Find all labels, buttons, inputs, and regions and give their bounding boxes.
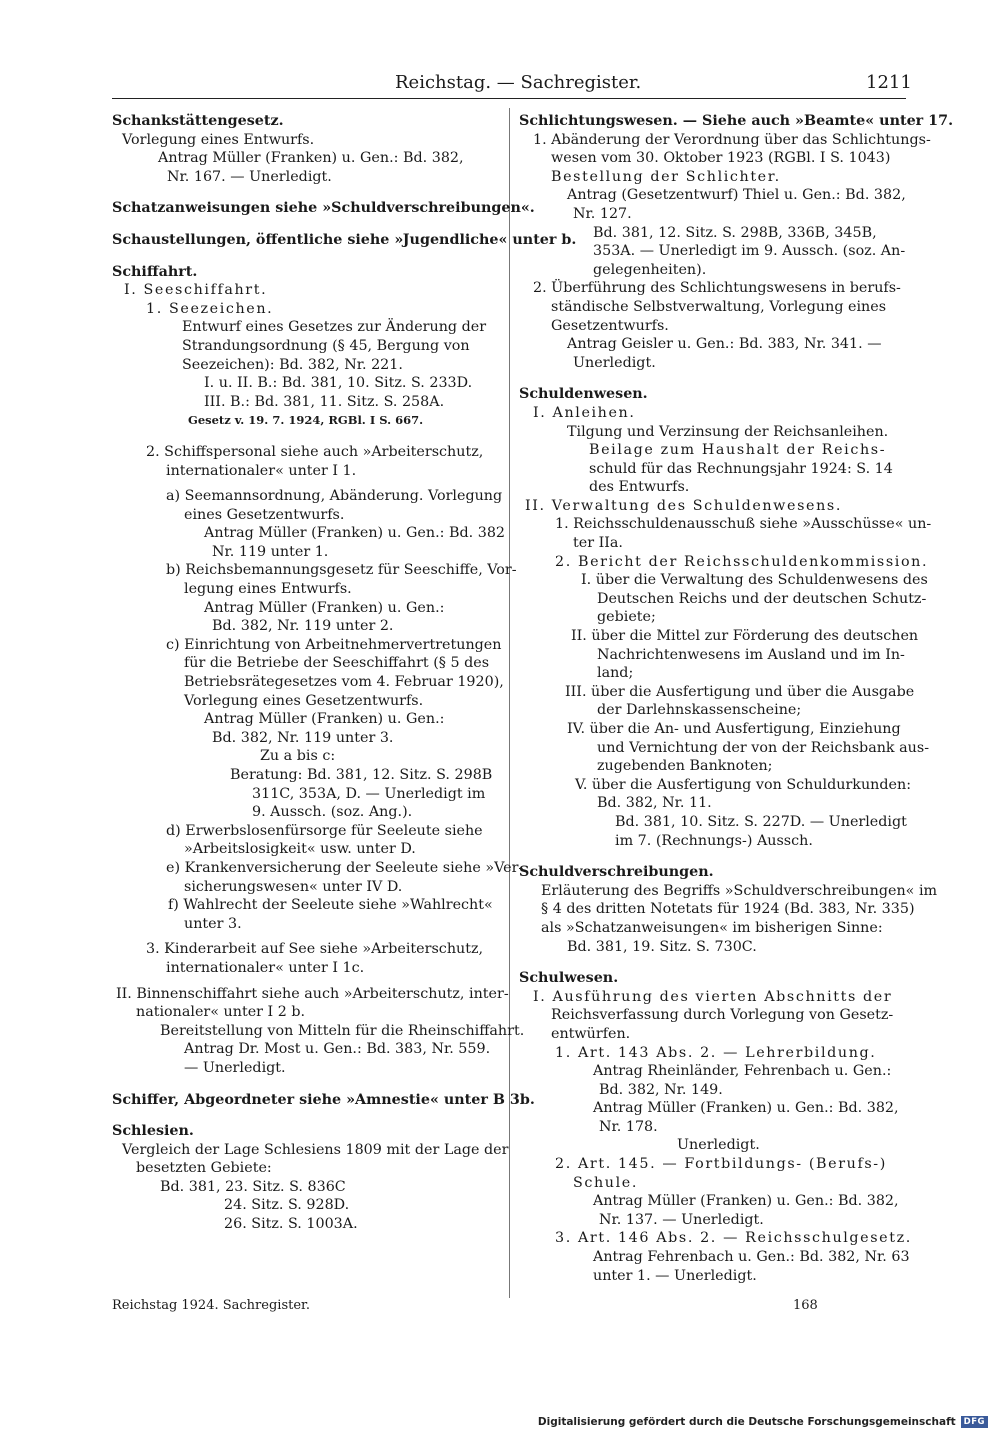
spacer <box>112 218 502 231</box>
index-line: Seezeichen): Bd. 382, Nr. 221. <box>182 356 403 373</box>
index-line: II. Binnenschiffahrt siehe auch »Arbeiterschutz, inter- <box>116 985 509 1002</box>
index-line: im 7. (Rechnungs-) Aussch. <box>615 832 813 849</box>
index-line: und Vernichtung der von der Reichsbank aus- <box>597 739 930 756</box>
index-line: 2. Bericht der Reichsschuldenkommission. <box>555 553 929 570</box>
index-line: Gesetzentwurfs. <box>551 317 669 334</box>
spacer <box>112 978 502 985</box>
index-line: Betriebsrätegesetzes vom 4. Februar 1920), <box>184 674 504 691</box>
index-line: des Entwurfs. <box>589 479 690 496</box>
index-line: ständische Selbstverwaltung, Vorlegung eines <box>551 298 887 315</box>
index-line: land; <box>597 665 634 682</box>
index-line: Reichsverfassung durch Vorlegung von Gesetz- <box>551 1007 894 1024</box>
index-line: als »Schatzanweisungen« im bisherigen Sinne: <box>541 919 883 936</box>
index-line: II. Verwaltung des Schuldenwesens. <box>525 497 842 514</box>
index-heading: Schiffahrt. <box>112 263 198 280</box>
index-line: 9. Aussch. (soz. Ang.). <box>252 804 413 821</box>
index-line: a) Seemannsordnung, Abänderung. Vorlegung <box>166 488 503 505</box>
spacer <box>519 850 909 863</box>
index-line: 24. Sitz. S. 928D. <box>224 1197 350 1214</box>
index-line: »Arbeitslosigkeit« usw. unter D. <box>184 841 416 858</box>
index-heading: Schulwesen. <box>519 970 619 987</box>
index-line: f) Wahlrecht der Seeleute siehe »Wahlrecht« <box>168 897 493 914</box>
index-line: Bereitstellung von Mitteln für die Rheinschiffahrt. <box>160 1022 525 1039</box>
index-line: Zu a bis c: <box>260 748 336 765</box>
index-line: legung eines Entwurfs. <box>184 581 352 598</box>
index-line: 353A. — Unerledigt im 9. Aussch. (soz. An- <box>593 243 906 260</box>
spacer <box>519 372 909 385</box>
index-line: Erläuterung des Begriffs »Schuldverschreibungen« im <box>541 882 938 899</box>
index-line: besetzten Gebiete: <box>136 1160 272 1177</box>
index-line: I. Seeschiffahrt. <box>124 282 268 299</box>
index-line: 3. Kinderarbeit auf See siehe »Arbeiterschutz, <box>146 941 484 958</box>
index-line: Antrag Dr. Most u. Gen.: Bd. 383, Nr. 559. <box>184 1041 491 1058</box>
index-line: der Darlehnskassenscheine; <box>597 702 802 719</box>
index-line: 3. Art. 146 Abs. 2. — Reichsschulgesetz. <box>555 1230 912 1247</box>
index-line: 2. Art. 145. — Fortbildungs- (Berufs-) <box>555 1156 887 1173</box>
index-line: gebiete; <box>597 609 656 626</box>
index-line: schuld für das Rechnungsjahr 1924: S. 14 <box>589 460 893 477</box>
column-divider <box>509 108 510 1298</box>
index-line: Nr. 178. <box>599 1118 658 1135</box>
index-heading: Schiffer, Abgeordneter siehe »Amnestie« unter B 3b. <box>112 1091 535 1108</box>
index-line: 1. Abänderung der Verordnung über das Schlichtungs- <box>533 131 931 148</box>
index-line: Antrag Müller (Franken) u. Gen.: Bd. 382, <box>593 1193 899 1210</box>
index-heading: Schlesien. <box>112 1123 194 1140</box>
index-line: Nr. 137. — Unerledigt. <box>599 1211 764 1228</box>
index-line: Bd. 382, Nr. 119 unter 2. <box>212 618 394 635</box>
index-line: zugebenden Banknoten; <box>597 758 773 775</box>
index-line: Schule. <box>573 1174 638 1191</box>
index-line: Antrag Rheinländer, Fehrenbach u. Gen.: <box>593 1063 892 1080</box>
index-line: I. Ausführung des vierten Abschnitts der <box>533 988 893 1005</box>
index-line: Antrag Müller (Franken) u. Gen.: Bd. 382, <box>593 1100 899 1117</box>
index-line: Bd. 381, 12. Sitz. S. 298B, 336B, 345B, <box>593 224 877 241</box>
index-heading: Schaustellungen, öffentliche siehe »Jugendliche« unter b. <box>112 231 577 248</box>
index-line: unter 3. <box>184 915 242 932</box>
spacer <box>519 956 909 969</box>
index-line: nationaler« unter I 2 b. <box>136 1004 306 1021</box>
index-line: Vorlegung eines Entwurfs. <box>122 131 315 148</box>
index-line: V. über die Ausfertigung von Schuldurkunden: <box>575 776 912 793</box>
index-line: Bd. 382, Nr. 11. <box>597 795 712 812</box>
index-line: entwürfen. <box>551 1025 631 1042</box>
page-number: 1211 <box>866 72 912 93</box>
index-line: Nr. 167. — Unerledigt. <box>167 168 332 185</box>
index-line: 1. Reichsschuldenausschuß siehe »Ausschüsse« un- <box>555 516 932 533</box>
digitization-text: Digitalisierung gefördert durch die Deutsche Forschungsgemeinschaft <box>537 1416 956 1428</box>
index-line: Vorlegung eines Gesetzentwurfs. <box>184 692 424 709</box>
index-line: d) Erwerbslosenfürsorge für Seeleute siehe <box>166 822 483 839</box>
index-line: sicherungswesen« unter IV D. <box>184 878 403 895</box>
spacer <box>112 186 502 199</box>
index-line: Unerledigt. <box>677 1137 760 1154</box>
index-line: e) Krankenversicherung der Seeleute siehe »Ver- <box>166 859 524 876</box>
header-rule <box>112 98 906 99</box>
index-line: wesen vom 30. Oktober 1923 (RGBl. I S. 1043) <box>551 150 891 167</box>
index-line: Bestellung der Schlichter. <box>551 168 781 185</box>
index-heading: Schlichtungswesen. — Siehe auch »Beamte« unter 17. <box>519 113 954 129</box>
index-line: Tilgung und Verzinsung der Reichsanleihen. <box>567 423 889 440</box>
index-line: Vergleich der Lage Schlesiens 1809 mit der Lage der <box>122 1141 509 1158</box>
index-line: Deutschen Reichs und der deutschen Schutz- <box>597 590 927 607</box>
spacer <box>112 480 502 487</box>
index-line: 311C, 353A, D. — Unerledigt im <box>252 785 486 802</box>
index-line: internationaler« unter I 1. <box>166 462 357 479</box>
index-line: b) Reichsbemannungsgesetz für Seeschiffe, Vor- <box>166 562 517 579</box>
index-line: IV. über die An- und Ausfertigung, Einziehung <box>567 721 901 737</box>
index-line: Nachrichtenwesens im Ausland und im In- <box>597 646 905 663</box>
index-line: II. über die Mittel zur Förderung des deutschen <box>571 628 919 645</box>
index-line: Nr. 119 unter 1. <box>212 543 329 560</box>
index-line: III. B.: Bd. 381, 11. Sitz. S. 258A. <box>204 393 445 410</box>
index-line: Antrag Müller (Franken) u. Gen.: Bd. 382 <box>204 525 506 542</box>
index-line: I. über die Verwaltung des Schuldenwesens des <box>581 572 928 589</box>
index-line: Antrag Müller (Franken) u. Gen.: <box>204 711 445 728</box>
index-line: — Unerledigt. <box>184 1059 286 1076</box>
index-line: Beratung: Bd. 381, 12. Sitz. S. 298B <box>230 767 493 783</box>
index-line: Entwurf eines Gesetzes zur Änderung der <box>182 319 487 336</box>
index-line: unter 1. — Unerledigt. <box>593 1267 757 1284</box>
spacer <box>112 933 502 940</box>
running-header-title: Reichstag. — Sachregister. <box>395 72 642 93</box>
index-line: c) Einrichtung von Arbeitnehmervertretungen <box>166 636 502 653</box>
spacer <box>112 250 502 263</box>
index-line: 26. Sitz. S. 1003A. <box>224 1216 358 1233</box>
index-line: Antrag Müller (Franken) u. Gen.: Bd. 382, <box>158 150 464 167</box>
index-line: § 4 des dritten Notetats für 1924 (Bd. 383, Nr. 335) <box>541 901 915 918</box>
index-line: Antrag Müller (Franken) u. Gen.: <box>204 599 445 616</box>
index-heading: Schuldenwesen. <box>519 386 648 403</box>
right-column <box>519 112 954 1285</box>
index-line: Antrag Fehrenbach u. Gen.: Bd. 382, Nr. 63 <box>593 1249 910 1266</box>
footer-sheet-number: 168 <box>793 1298 818 1313</box>
digitization-credit <box>538 1416 988 1428</box>
index-line: Bd. 381, 23. Sitz. S. 836C <box>160 1178 346 1195</box>
index-heading: Schankstättengesetz. <box>112 113 284 129</box>
index-line: eines Gesetzentwurfs. <box>184 506 345 523</box>
index-line: Bd. 381, 19. Sitz. S. 730C. <box>567 938 757 955</box>
spacer <box>112 1109 502 1122</box>
spacer <box>112 1078 502 1091</box>
index-line: 2. Überführung des Schlichtungswesens in berufs- <box>533 280 901 297</box>
index-line: 1. Seezeichen. <box>146 300 274 317</box>
index-line: Strandungsordnung (§ 45, Bergung von <box>182 337 470 354</box>
index-line: gelegenheiten). <box>593 261 707 278</box>
index-line: I. Anleihen. <box>533 404 636 421</box>
index-heading: Schuldverschreibungen. <box>519 864 714 881</box>
index-line: I. u. II. B.: Bd. 381, 10. Sitz. S. 233D. <box>204 375 473 392</box>
index-heading: Schatzanweisungen siehe »Schuldverschreibungen«. <box>112 200 535 217</box>
index-line: Beilage zum Haushalt der Reichs- <box>589 442 887 459</box>
index-line: für die Betriebe der Seeschiffahrt (§ 5 des <box>184 655 490 672</box>
index-line: Bd. 382, Nr. 149. <box>599 1081 723 1098</box>
index-line: internationaler« unter I 1c. <box>166 959 365 976</box>
dfg-logo: DFG <box>961 1416 988 1428</box>
spacer <box>112 430 502 443</box>
index-line: Unerledigt. <box>573 354 656 371</box>
index-line: Gesetz v. 19. 7. 1924, RGBl. I S. 667. <box>188 413 424 428</box>
index-line: 1. Art. 143 Abs. 2. — Lehrerbildung. <box>555 1044 877 1061</box>
index-line: Bd. 381, 10. Sitz. S. 227D. — Unerledigt <box>615 813 907 830</box>
index-line: Nr. 127. <box>573 205 632 222</box>
footer-label: Reichstag 1924. Sachregister. <box>112 1298 310 1313</box>
index-line: Antrag Geisler u. Gen.: Bd. 383, Nr. 341. — <box>567 336 882 353</box>
index-line: Antrag (Gesetzentwurf) Thiel u. Gen.: Bd. 382, <box>567 187 906 204</box>
index-line: ter IIa. <box>573 535 623 552</box>
index-line: 2. Schiffspersonal siehe auch »Arbeiterschutz, <box>146 443 484 460</box>
index-line: III. über die Ausfertigung und über die Ausgabe <box>565 683 915 700</box>
index-line: Bd. 382, Nr. 119 unter 3. <box>212 729 394 746</box>
